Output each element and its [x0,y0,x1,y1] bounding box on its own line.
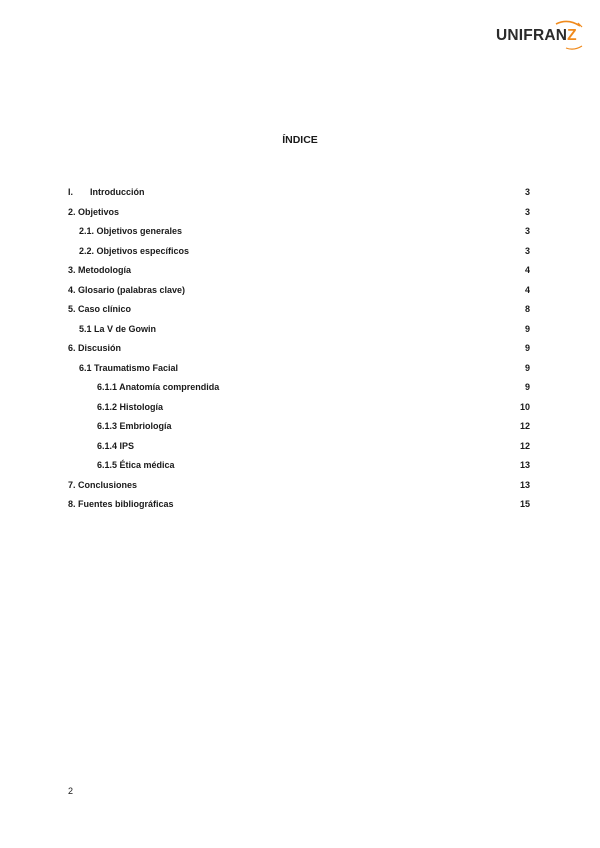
toc-row[interactable] [68,417,530,437]
toc-row[interactable] [68,359,530,379]
toc-label: 5. Caso clínico [68,304,132,314]
toc-row[interactable] [68,242,530,262]
toc-row[interactable] [68,437,530,457]
toc-page: 9 [524,323,530,334]
toc-label: 6.1.1 Anatomía comprendida [97,382,220,392]
toc-label: 6.1.2 Histología [97,401,164,412]
toc-row[interactable] [68,378,530,398]
page-number: 2 [68,786,74,796]
toc-label: 7. Conclusiones [68,479,138,490]
toc-label: 2.1. Objetivos generales [79,226,183,236]
toc-page: 12 [519,440,530,451]
toc-row[interactable] [68,456,530,476]
toc-page: 10 [519,401,530,412]
toc-page: 4 [524,265,530,275]
toc-label: 6.1.4 IPS [97,440,135,451]
toc-page: 3 [524,245,530,256]
toc-label: 6.1 Traumatismo Facial [79,362,179,373]
toc-page: 13 [519,460,530,470]
toc-row[interactable] [68,281,530,301]
toc-row[interactable] [68,339,530,359]
toc-label: 2. Objetivos [68,206,120,217]
toc-page: 3 [524,226,530,236]
toc-row[interactable] [68,203,530,223]
toc-label: 6. Discusión [68,343,122,353]
toc-label: 5.1 La V de Gowin [79,323,157,334]
toc-row[interactable] [68,398,530,418]
toc-page: 9 [524,362,530,373]
toc-page: 3 [524,206,530,217]
logo-text: UNIFRANZ [496,27,577,44]
toc-label: 6.1.5 Ética médica [97,460,175,470]
toc-page: 9 [524,382,530,392]
toc-page: 12 [519,421,530,431]
toc-page: 9 [524,343,530,353]
page-title: ÍNDICE [282,134,318,146]
toc-row[interactable] [68,300,530,320]
toc-label: Introducción [90,187,145,197]
toc-row[interactable] [68,183,530,203]
toc-label: 8. Fuentes bibliográficas [68,499,174,509]
toc-label: 4. Glosario (palabras clave) [68,284,186,295]
toc-label: 6.1.3 Embriología [97,421,172,431]
toc-label: 3. Metodología [68,265,131,275]
toc-row[interactable] [68,476,530,496]
unifranz-logo [496,18,584,54]
toc-number: I. [68,187,74,197]
toc-row[interactable] [68,261,530,281]
toc-page: 4 [524,284,530,295]
toc-page: 13 [519,479,530,490]
toc-row[interactable] [68,222,530,242]
toc-row[interactable] [68,495,530,515]
toc-row[interactable] [68,320,530,340]
table-of-contents [68,183,530,515]
toc-page: 8 [524,304,530,314]
toc-label: 2.2. Objetivos específicos [79,245,190,256]
toc-page: 3 [524,187,530,197]
toc-page: 15 [519,499,530,509]
